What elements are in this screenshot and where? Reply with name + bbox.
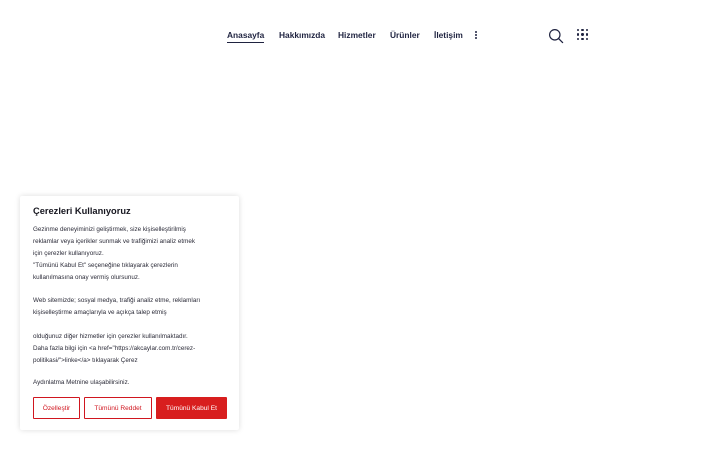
cookie-text-line: için çerezler kullanıyoruz. [33,250,104,257]
cookie-paragraph-3 [33,331,233,367]
cookie-text-line: kullanılmasına onay vermiş olursunuz. [33,274,140,281]
cookie-title: Çerezleri Kullanıyoruz [33,206,131,216]
cookie-paragraph-1 [33,224,233,284]
cookie-text-line: Web sitemizde; sosyal medya, trafiği analiz etme, reklamları [33,297,201,304]
reject-all-button[interactable]: Tümünü Reddet [84,397,152,419]
nav-item-urunler[interactable]: Ürünler [390,30,420,40]
grid-icon[interactable] [577,29,588,40]
customize-button[interactable]: Özelleştir [33,397,80,419]
vertical-ellipsis-icon[interactable] [475,31,478,40]
cookie-paragraph-2 [33,295,233,319]
nav-item-hizmetler[interactable]: Hizmetler [338,30,376,40]
nav-item-anasayfa[interactable]: Anasayfa [227,29,264,43]
cookie-text-line: olduğunuz diğer hizmetler için çerezler kullanılmaktadır. [33,333,188,340]
cookie-text-line: Daha fazla bilgi için <a href="https://akcaylar.com.tr/cerez- [33,345,196,352]
search-icon[interactable] [548,28,564,44]
cookie-text-line: "Tümünü Kabul Et" seçeneğine tıklayarak çerezlerin [33,262,178,269]
cookie-paragraph-4 [33,377,233,389]
nav-item-iletisim[interactable]: İletişim [434,30,463,40]
cookie-consent-card [20,196,239,430]
cookie-text-line: politikasi/">linke</a> tıklayarak Çerez [33,357,138,364]
cookie-text-line: Gezinme deneyiminizi geliştirmek, size kişiselleştirilmiş [33,226,186,233]
cookie-text-line: kişiselleştirme amaçlarıyla ve açıkça talep etmiş [33,309,167,316]
main-navigation [0,29,720,43]
nav-item-hakkimizda[interactable]: Hakkımızda [279,30,326,40]
cookie-text-line: Aydınlatma Metnine ulaşabilirsiniz. [33,379,130,386]
cookie-text-line: reklamlar veya içerikler sunmak ve trafiğimizi analiz etmek [33,238,196,245]
accept-all-button[interactable]: Tümünü Kabul Et [156,397,227,419]
